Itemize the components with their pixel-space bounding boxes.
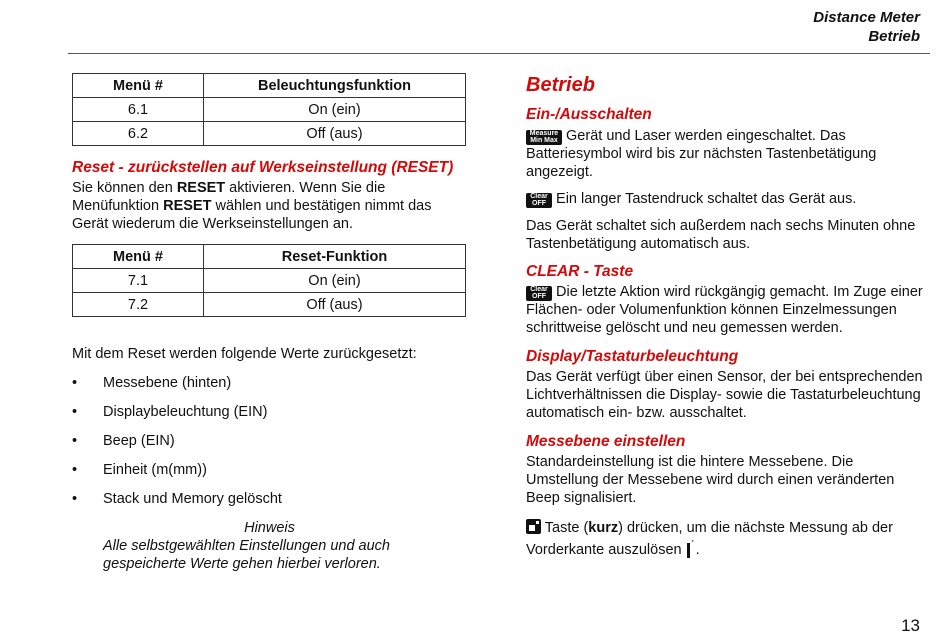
auto-off-paragraph: Das Gerät schaltet sich außerdem nach sechs Minuten ohne Tastenbetätigung automatisch aus. [526,218,916,252]
list-item: • Messebene (hinten) [72,374,467,403]
clear-key-top-label: Clear [530,285,548,293]
header-divider [68,53,930,54]
right-column [526,73,926,561]
note-title: Hinweis [244,520,295,536]
left-column [72,73,467,573]
table-header-cell: Menü # [73,74,204,98]
measuring-plane-key-icon [526,519,541,534]
list-item: • Beep (EIN) [72,432,467,461]
front-edge-paragraph [526,517,926,561]
messebene-heading: Messebene einstellen [526,433,686,450]
table-cell: 6.1 [73,98,204,122]
table-cell: Off (aus) [204,293,466,317]
table-cell: 6.2 [73,122,204,146]
reset-values-list [72,374,467,519]
clear-heading: CLEAR - Taste [526,263,634,280]
reset-heading: Reset - zurückstellen auf Werkseinstellung (RESET) [72,159,454,176]
table-header-cell: Menü # [73,245,204,269]
front-edge-icon: ’ [686,540,696,558]
list-item: • Displaybeleuchtung (EIN) [72,403,467,432]
table-header-cell: Reset-Funktion [204,245,466,269]
measure-key-top-label: Measure [529,129,559,137]
table-row [73,293,466,317]
note-body: Alle selbstgewählten Einstellungen und auch gespeicherte Werte gehen hierbei verloren. [103,538,390,572]
reset-intro: Mit dem Reset werden folgende Werte zurückgesetzt: [72,346,417,362]
reset-function-table [72,244,466,317]
table-cell: 7.1 [73,269,204,293]
table-cell: On (ein) [204,98,466,122]
list-item: • Stack und Memory gelöscht [72,490,467,519]
page-header [813,8,920,46]
section-title: Betrieb [526,74,595,96]
reset-keyword: RESET [163,198,212,214]
messebene-paragraph: Standardeinstellung ist die hintere Messebene. Die Umstellung der Messebene wird durch einen veränderten Beep signalisiert. [526,454,895,506]
onoff-heading: Ein-/Ausschalten [526,106,652,123]
reset-text-part: aktivieren. Wenn Sie die Menüfunktion [72,180,386,214]
page-number: 13 [901,616,920,635]
edge-text-part: Taste ( [541,520,589,536]
header-title: Distance Meter [813,9,920,26]
display-paragraph: Das Gerät verfügt über einen Sensor, der bei entsprechenden Lichtverhältnissen die Display- sowie die Tastaturbeleuchtung automatisch ein- bzw. ausschaltet. [526,369,923,421]
header-subtitle: Betrieb [868,28,920,45]
reset-text-part: wählen und bestätigen nimmt das Gerät wiederum die Werkseinstellungen an. [72,198,432,232]
table-header-row [73,245,466,269]
reset-keyword: RESET [176,180,226,196]
table-row [73,98,466,122]
table-header-cell: Beleuchtungsfunktion [204,74,466,98]
display-heading: Display/Tastaturbeleuchtung [526,348,739,365]
clear-off-key-icon [526,193,552,208]
onoff-paragraph [526,127,926,181]
table-cell: On (ein) [204,269,466,293]
list-item: • Einheit (m(mm)) [72,461,467,490]
clear-key-bottom-label: OFF [532,200,546,207]
onoff-text: Gerät und Laser werden eingeschaltet. Das Batteriesymbol wird bis zur nächsten Tastenbetätigung angezeigt. [526,128,877,180]
table-cell: 7.2 [73,293,204,317]
measure-key-bottom-label: Min Max [530,137,558,144]
table-cell: Off (aus) [204,122,466,146]
clear-off-key-icon [526,286,552,301]
measure-key-icon [526,130,562,145]
reset-description [72,179,467,233]
clear-paragraph [526,283,926,337]
clear-key-top-label: Clear [530,192,548,200]
table-header-row [73,74,466,98]
table-row [73,269,466,293]
backlight-table [72,73,466,146]
onoff-text: Ein langer Tastendruck schaltet das Gerät aus. [552,191,857,207]
clear-text: Die letzte Aktion wird rückgängig gemacht. Im Zuge einer Flächen- oder Volumenfunktion können Einzelmessungen schrittweise gelöscht und neu gemessen werden. [526,284,923,336]
edge-text-part: . [695,542,700,558]
table-row [73,122,466,146]
clear-key-bottom-label: OFF [532,293,546,300]
edge-text-part: ) drücken, um die nächste Messung ab der Vorderkante auszulösen [526,520,893,558]
edge-keyword: kurz [588,520,619,536]
onoff-paragraph-2 [526,190,926,208]
reset-text-part: Sie können den [72,180,177,196]
